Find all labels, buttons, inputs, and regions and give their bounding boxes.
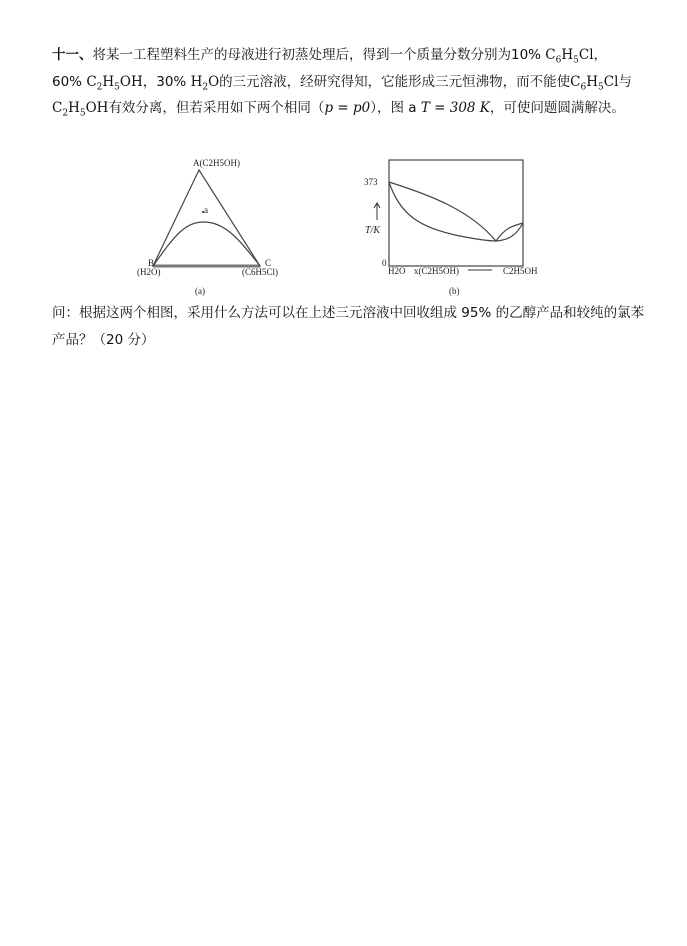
caption-b: (b) [449,286,460,296]
point-a-label: a [204,205,208,215]
vertex-a-label: A(C2H5OH) [193,158,240,168]
y-tick-373: 373 [364,177,378,187]
text: ，可使问题圆满解决。 [489,100,625,116]
plot-frame [389,160,523,266]
text: ），图 a [370,100,421,116]
formula-c2h5oh: $C_2H_5OH$ [52,100,109,119]
vertex-b-label: (H2O) [137,267,161,277]
text: 有效分离，但若采用如下两个相同（ [108,100,325,116]
vertex-b: B [148,258,155,268]
vertex-c: C [265,258,272,268]
caption-a: (a) [195,286,205,296]
right-loop-lower [496,223,523,241]
text: ，30% [142,73,191,90]
formula-c6h5cl: $C_6H_5Cl$ [545,47,594,66]
text: 与 [618,73,632,90]
pressure-eq: p = p0 [324,100,371,116]
x-axis-label: x(C2H5OH) [414,266,459,276]
formula-c2h5oh: $C_2H_5OH$ [86,73,143,93]
formula-h2o: $H_2O$ [190,73,220,93]
text: 60% [52,73,87,90]
text: ， [593,47,608,63]
y-zero: 0 [382,258,387,268]
x-left-label: H2O [388,266,406,276]
text: 的三元溶液，经研究得知，它能形成三元恒沸物，而不能使 [219,73,571,90]
question-number: 十一、 [52,47,93,63]
bubble-curve [389,182,496,241]
x-right-label: C2H5OH [503,266,538,276]
sub-question: 问：根据这两个相图，采用什么方法可以在上述三元溶液中回收组成 95% 的乙醇产品和较纯的氯苯产品？（20 分） [52,305,645,348]
text: 将某一工程塑料生产的母液进行初蒸处理后，得到一个质量分数分别为10% [92,47,546,63]
temperature-eq: T = 308 K [420,100,490,116]
vertex-c-label: (C6H5Cl) [242,267,278,277]
y-axis-label: T/K [365,225,381,236]
formula-c6h5cl: $C_6H_5Cl$ [570,73,619,93]
right-loop-upper [496,223,523,241]
